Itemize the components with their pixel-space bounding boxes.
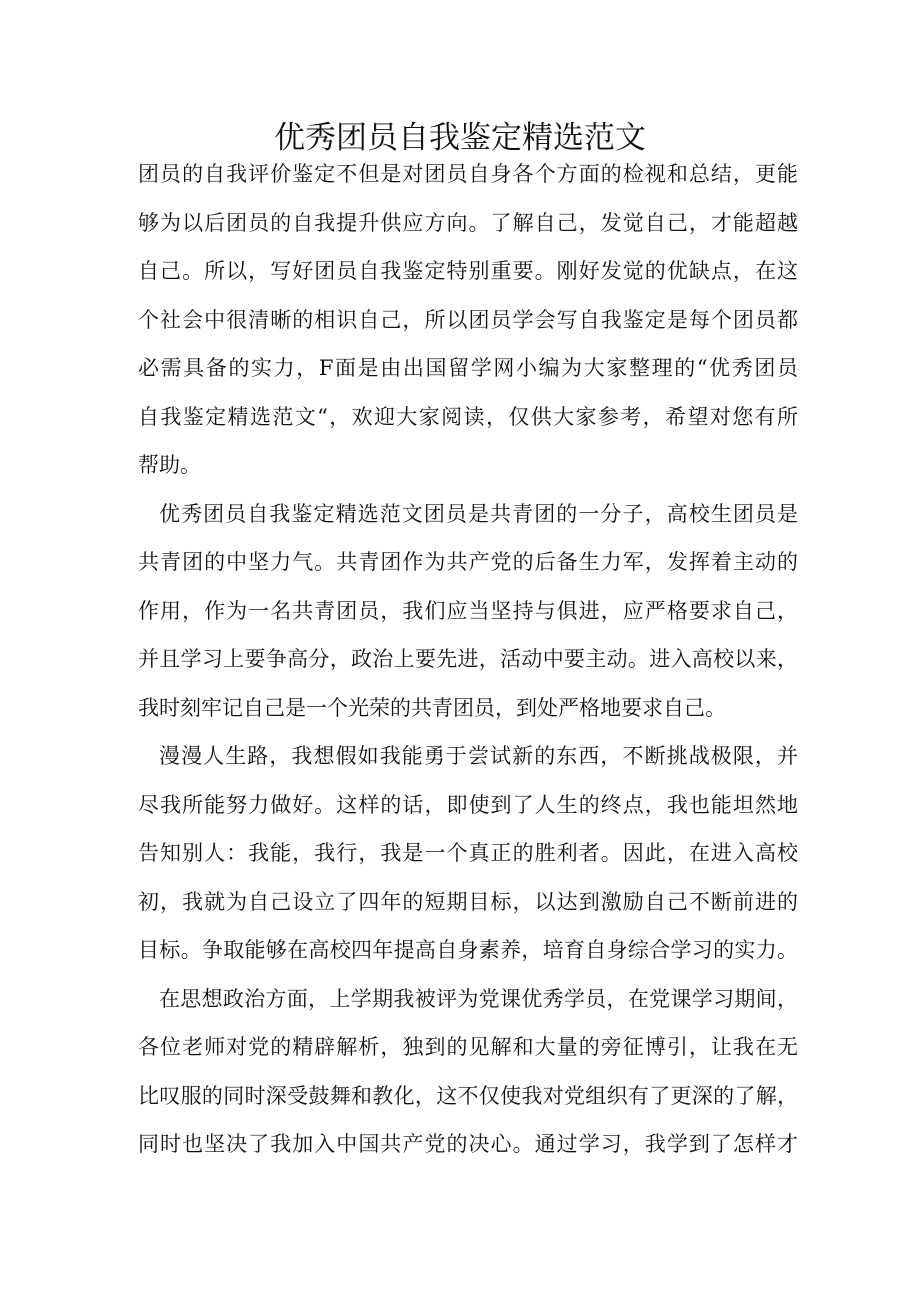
- text-line: 在思想政治方面，上学期我被评为党课优秀学员，在党课学习期间，: [159, 986, 798, 1011]
- text-line: 够为以后团员的自我提升供应方向。了解自己，发觉自己，才能超越: [138, 210, 798, 235]
- text-line: 尽我所能努力做好。这样的话，即使到了人生的终点，我也能坦然地: [138, 792, 798, 817]
- text-line: 帮助。: [138, 453, 201, 477]
- text-line: 并且学习上要争高分，政治上要先进，活动中要主动。进入高校以来，: [138, 647, 798, 671]
- text-line: 初，我就为自己设立了四年的短期目标，以达到激励自己不断前进的: [138, 889, 798, 914]
- text-line: 优秀团员自我鉴定精选范文团员是共青团的一分子，高校生团员是: [159, 501, 798, 526]
- text-line: 漫漫人生路，我想假如我能勇于尝试新的东西，不断挑战极限，并: [159, 744, 798, 768]
- document-title: 优秀团员自我鉴定精选范文: [274, 120, 646, 156]
- text-line: 告知别人：我能，我行，我是一个真正的胜利者。因此，在进入高校: [138, 841, 798, 865]
- text-line: 个社会中很清晰的相识自己，所以团员学会写自我鉴定是每个团员都: [138, 307, 798, 332]
- paragraph-politics: [138, 975, 798, 1169]
- text-line: 自己。所以，写好团员自我鉴定特别重要。刚好发觉的优缺点，在这: [138, 259, 798, 283]
- paragraph-league-member: [138, 490, 798, 733]
- text-line: 自我鉴定精选范文“，欢迎大家阅读，仅供大家参考，希望对您有所: [138, 404, 798, 429]
- text-line: 目标。争取能够在高校四年提高自身素养，培育自身综合学习的实力。: [138, 938, 798, 962]
- paragraph-life-goals: [138, 732, 798, 975]
- text-line: 比叹服的同时深受鼓舞和教化，这不仅使我对党组织有了更深的了解，: [138, 1083, 798, 1108]
- text-line: 必需具备的实力，F面是由出国留学网小编为大家整理的“优秀团员: [138, 356, 798, 380]
- document-body: [138, 150, 798, 1169]
- text-line: 同时也坚决了我加入中国共产党的决心。通过学习，我学到了怎样才: [138, 1132, 798, 1156]
- text-line: 我时刻牢记自己是一个光荣的共青团员，到处严格地要求自己。: [138, 695, 726, 720]
- text-line: 团员的自我评价鉴定不但是对团员自身各个方面的检视和总结，更能: [138, 162, 798, 186]
- text-line: 各位老师对党的精辟解析，独到的见解和大量的旁征博引，让我在无: [138, 1035, 798, 1059]
- paragraph-intro: [138, 150, 798, 490]
- text-line: 共青团的中坚力气。共青团作为共产党的后备生力军，发挥着主动的: [138, 550, 798, 574]
- text-line: 作用，作为一名共青团员，我们应当坚持与俱进，应严格要求自己，: [138, 598, 798, 623]
